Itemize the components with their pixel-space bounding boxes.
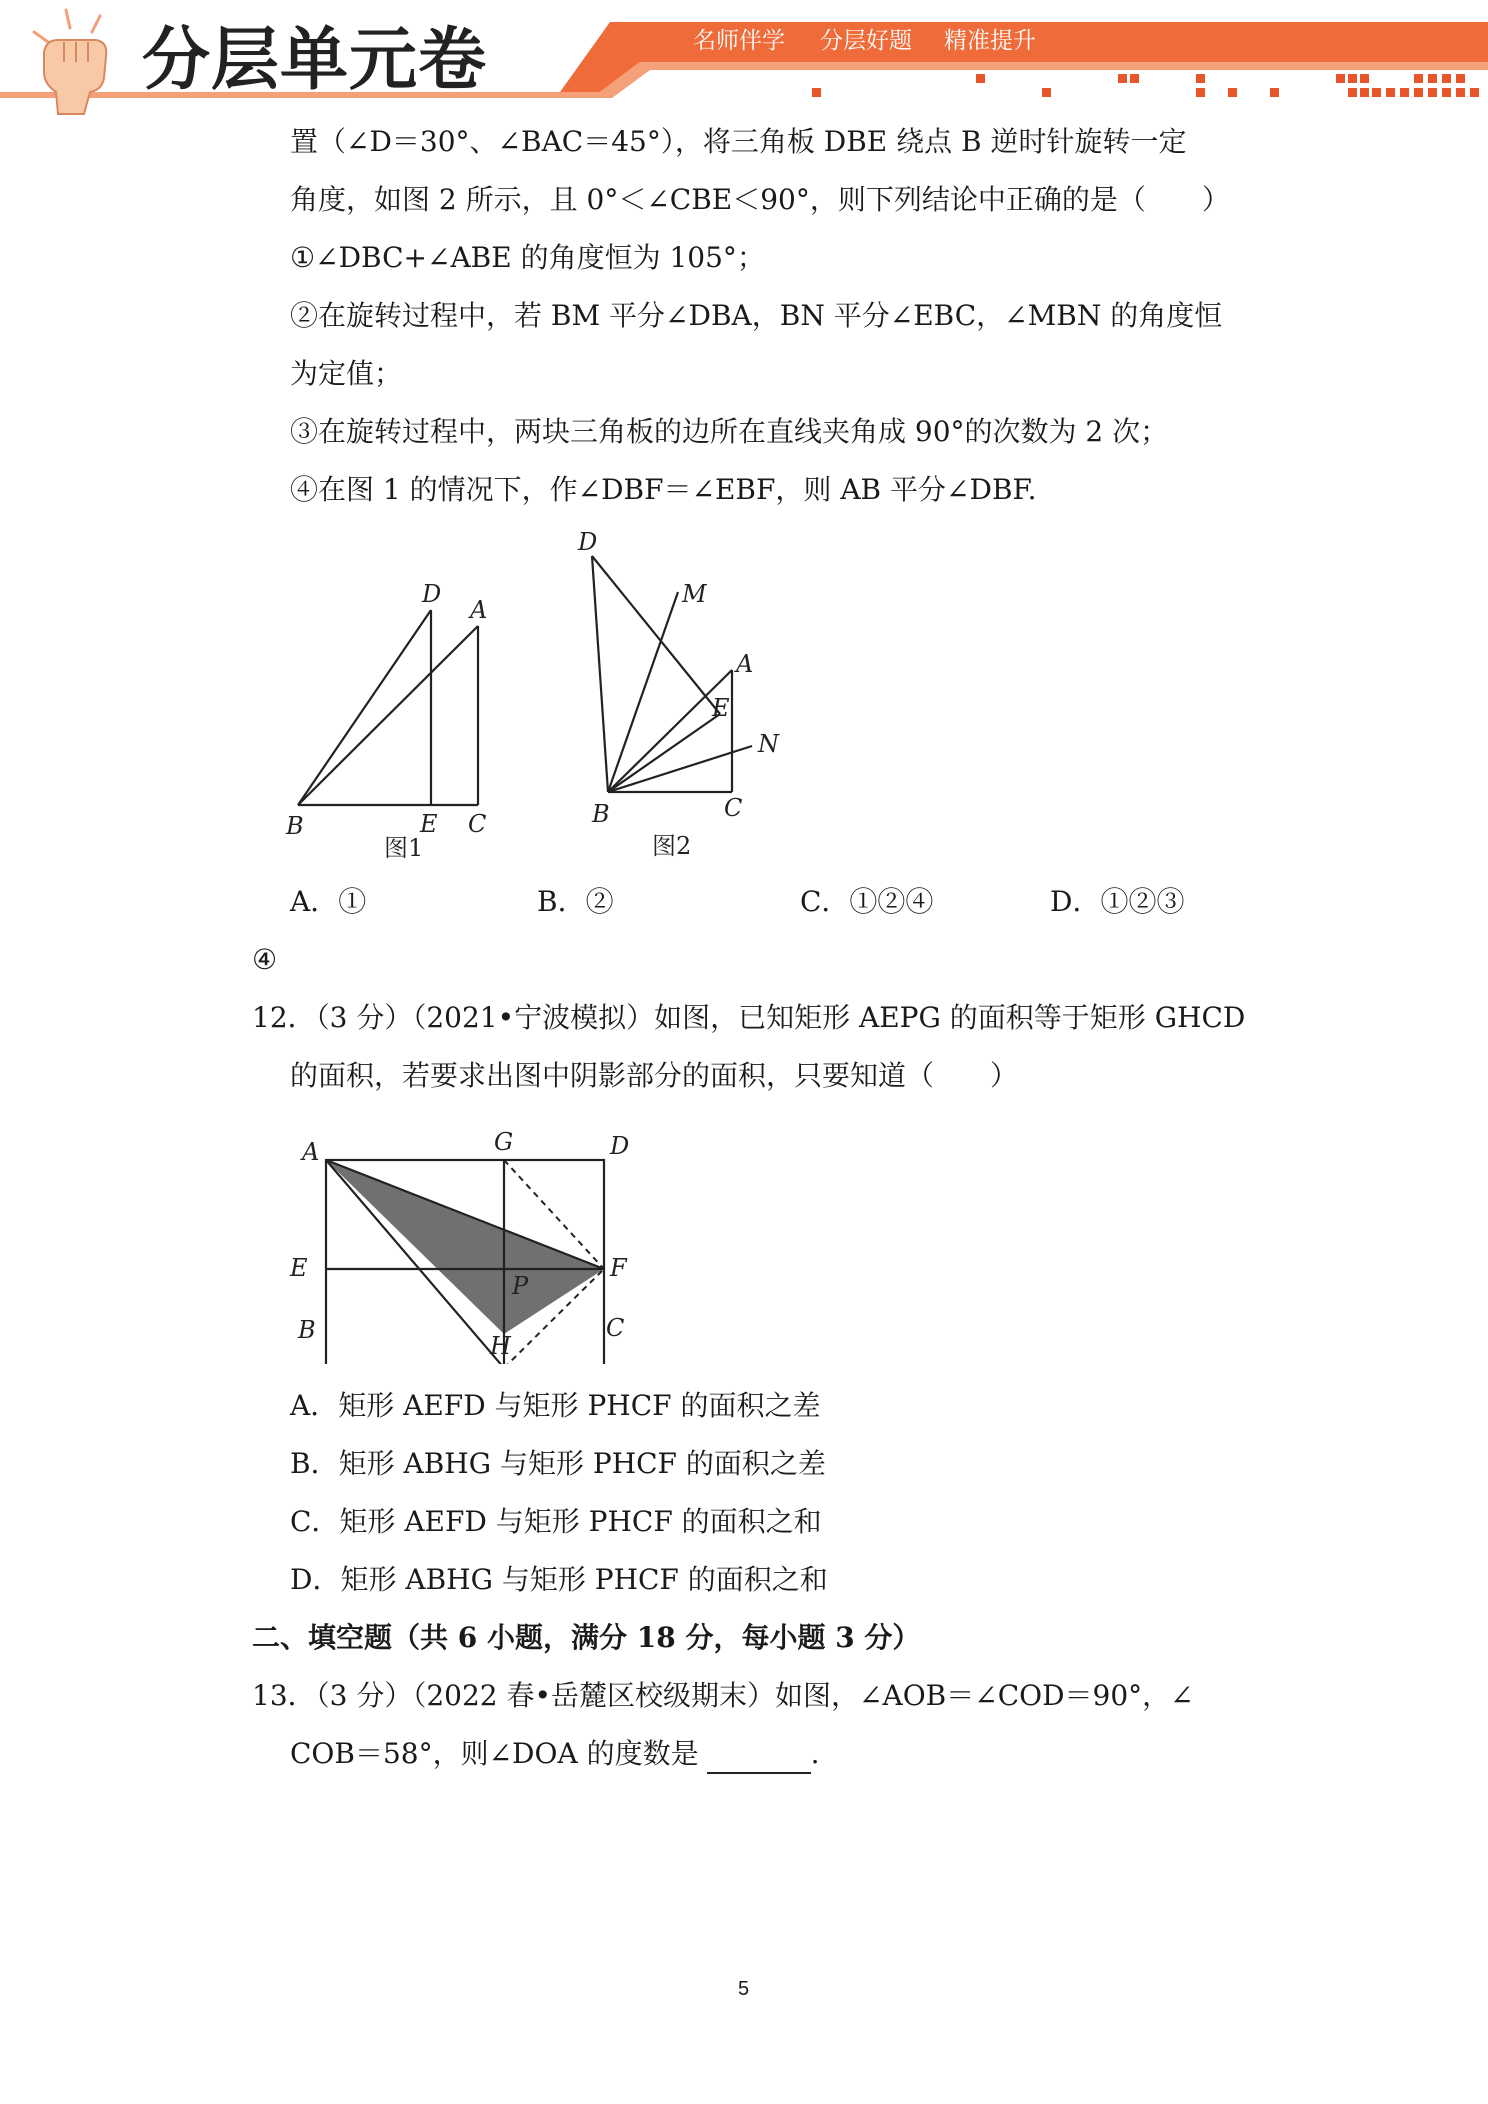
fig2-label-n: N: [758, 730, 779, 758]
fig2-caption: 图2: [652, 832, 692, 860]
q12-label-h: H: [490, 1332, 511, 1360]
fig1-label-d: D: [422, 580, 442, 608]
fig2-label-b: B: [592, 800, 610, 828]
q12-option-a: A．矩形 AEFD 与矩形 PHCF 的面积之差: [290, 1389, 821, 1422]
q12-label-g: G: [494, 1128, 514, 1156]
q12-figure: [286, 1124, 646, 1364]
section-2-heading: 二、填空题（共 6 小题，满分 18 分，每小题 3 分）: [252, 1621, 921, 1654]
page-number: 5: [738, 1978, 750, 2000]
fig1-label-a: A: [470, 596, 488, 624]
q12-label-f: F: [610, 1254, 627, 1282]
page-header: [0, 0, 1488, 120]
q12-label-e: E: [290, 1254, 308, 1282]
q11-statement-2a: ②在旋转过程中，若 BM 平分∠DBA，BN 平分∠EBC，∠MBN 的角度恒: [290, 299, 1223, 332]
q12-option-d: D．矩形 ABHG 与矩形 PHCF 的面积之和: [290, 1563, 828, 1596]
slogan-3: 精准提升: [944, 28, 1036, 54]
q12-label-p: P: [512, 1272, 529, 1300]
q12-label-a: A: [302, 1138, 320, 1166]
q12-label-b: B: [298, 1316, 316, 1344]
q11-option-a: A．①: [290, 885, 367, 918]
figure-1: [280, 570, 520, 870]
q13-period: .: [810, 1737, 820, 1770]
q11-statement-4: ④在图 1 的情况下，作∠DBF＝∠EBF，则 AB 平分∠DBF.: [290, 473, 1037, 506]
fig1-label-e: E: [420, 810, 438, 838]
q13-line-2: [290, 1734, 819, 1774]
q11-option-d: D．①②③: [1050, 885, 1185, 918]
slogan-1: 名师伴学: [693, 28, 785, 54]
fig2-label-m: M: [682, 580, 707, 608]
q12-option-b: B．矩形 ABHG 与矩形 PHCF 的面积之差: [290, 1447, 826, 1480]
fig2-label-d: D: [578, 528, 598, 556]
q13-line-1: 13．（3 分）（2022 春•岳麓区校级期末）如图，∠AOB＝∠COD＝90°，∠: [252, 1679, 1194, 1712]
fig1-label-b: B: [286, 812, 304, 840]
q12-label-d: D: [610, 1132, 630, 1160]
brand-title: 分层单元卷: [142, 21, 488, 100]
fig2-label-c: C: [724, 794, 743, 822]
slogan-2: 分层好题: [820, 28, 912, 54]
q13-answer-blank[interactable]: [707, 1742, 811, 1774]
q11-line-1: 置（∠D＝30°、∠BAC＝45°），将三角板 DBE 绕点 B 逆时针旋转一定: [290, 125, 1187, 158]
q11-statement-3: ③在旋转过程中，两块三角板的边所在直线夹角成 90°的次数为 2 次；: [290, 415, 1169, 448]
q13-line-2-text: COB＝58°，则∠DOA 的度数是: [290, 1737, 699, 1770]
q12-option-c: C．矩形 AEFD 与矩形 PHCF 的面积之和: [290, 1505, 822, 1538]
q11-line-2: 角度，如图 2 所示，且 0°＜∠CBE＜90°，则下列结论中正确的是（ ）: [290, 183, 1230, 216]
fist-logo-icon: [14, 2, 124, 117]
q11-statement-1: ①∠DBC+∠ABE 的角度恒为 105°；: [290, 241, 765, 274]
q11-statement-2b: 为定值；: [290, 357, 403, 390]
figure-2: [570, 520, 810, 870]
fig2-label-a: A: [736, 650, 754, 678]
q12-label-c: C: [606, 1314, 625, 1342]
fig1-caption: 图1: [384, 834, 424, 862]
q12-line-1: 12．（3 分）（2021•宁波模拟）如图，已知矩形 AEPG 的面积等于矩形 GHCD: [252, 1001, 1246, 1034]
q11-option-b: B．②: [537, 885, 614, 918]
fig1-label-c: C: [468, 810, 487, 838]
q11-option-c: C．①②④: [800, 885, 934, 918]
q11-option-d-wrap: ④: [252, 943, 278, 976]
fig2-label-e: E: [712, 694, 730, 722]
q12-line-2: 的面积，若要求出图中阴影部分的面积，只要知道（ ）: [290, 1059, 1019, 1092]
